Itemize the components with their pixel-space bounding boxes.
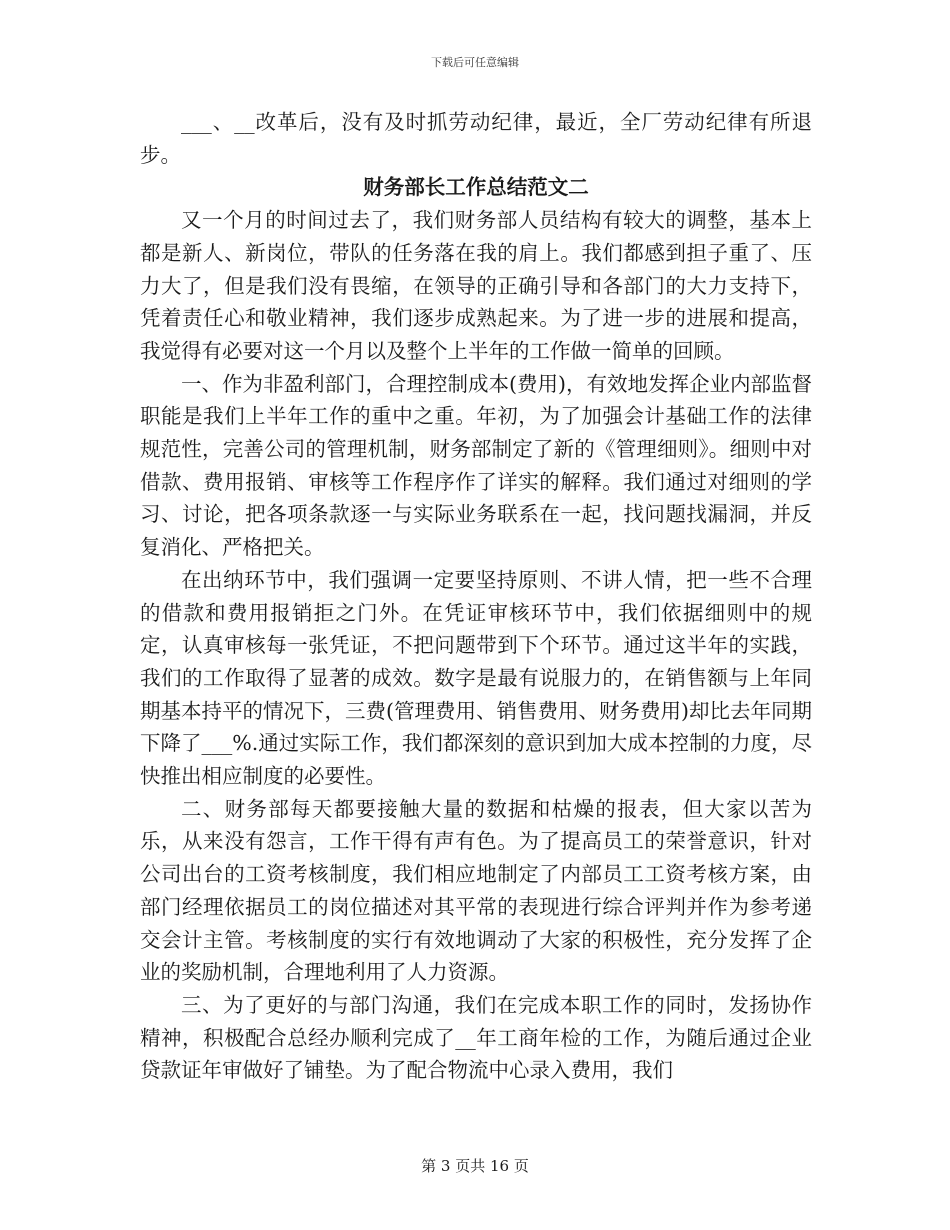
paragraph-opening: 又一个月的时间过去了，我们财务部人员结构有较大的调整，基本上都是新人、新岗位，带队的任务落在我的肩上。我们都感到担子重了、压力大了，但是我们没有畏缩，在领导的正确引导和各部门的大力支持下，凭着责任心和敬业精神，我们逐步成熟起来。为了进一步的进展和提高，我觉得有必要对这一个月以及整个上半年的工作做一简单的回顾。 [140, 208, 812, 363]
paragraph-point-one: 一、作为非盈利部门，合理控制成本(费用)，有效地发挥企业内部监督职能是我们上半年工作的重中之重。年初，为了加强会计基础工作的法律规范性，完善公司的管理机制，财务部制定了新的《管理细则》。细则中对借款、费用报销、审核等工作程序作了详实的解释。我们通过对细则的学习、讨论，把各项条款逐一与实际业务联系在一起，找问题找漏洞，并反复消化、严格把关。 [140, 371, 812, 560]
paragraph-cashier: 在出纳环节中，我们强调一定要坚持原则、不讲人情，把一些不合理的借款和费用报销拒之门外。在凭证审核环节中，我们依据细则中的规定，认真审核每一张凭证，不把问题带到下个环节。通过这半年的实践，我们的工作取得了显著的成效。数字是最有说服力的，在销售额与上年同期基本持平的情况下，三费(管理费用、销售费用、财务费用)却比去年同期下降了___%.通过实际工作，我们都深刻的意识到加大成本控制的力度，尽快推出相应制度的必要性。 [140, 567, 812, 789]
section-title: 财务部长工作总结范文二 [363, 175, 589, 200]
paragraph-intro-continuation: ___、__改革后，没有及时抓劳动纪律，最近，全厂劳动纪律有所退步。 [140, 110, 812, 167]
paragraph-point-three: 三、为了更好的与部门沟通，我们在完成本职工作的同时，发扬协作精神，积极配合总经办顺利完成了__年工商年检的工作，为随后通过企业贷款证年审做好了铺垫。为了配合物流中心录入费用，我们 [140, 992, 812, 1083]
page-header-note: 下载后可任意编辑 [431, 56, 519, 69]
paragraph-point-two: 二、财务部每天都要接触大量的数据和枯燥的报表，但大家以苦为乐，从来没有怨言，工作干得有声有色。为了提高员工的荣誉意识，针对公司出台的工资考核制度，我们相应地制定了内部员工工资考核方案，由部门经理依据员工的岗位描述对其平常的表现进行综合评判并作为参考递交会计主管。考核制度的实行有效地调动了大家的积极性，充分发挥了企业的奖励机制，合理地利用了人力资源。 [140, 796, 812, 985]
document-body [140, 106, 812, 1087]
page-number-footer: 第 3 页共 16 页 [421, 1157, 529, 1175]
